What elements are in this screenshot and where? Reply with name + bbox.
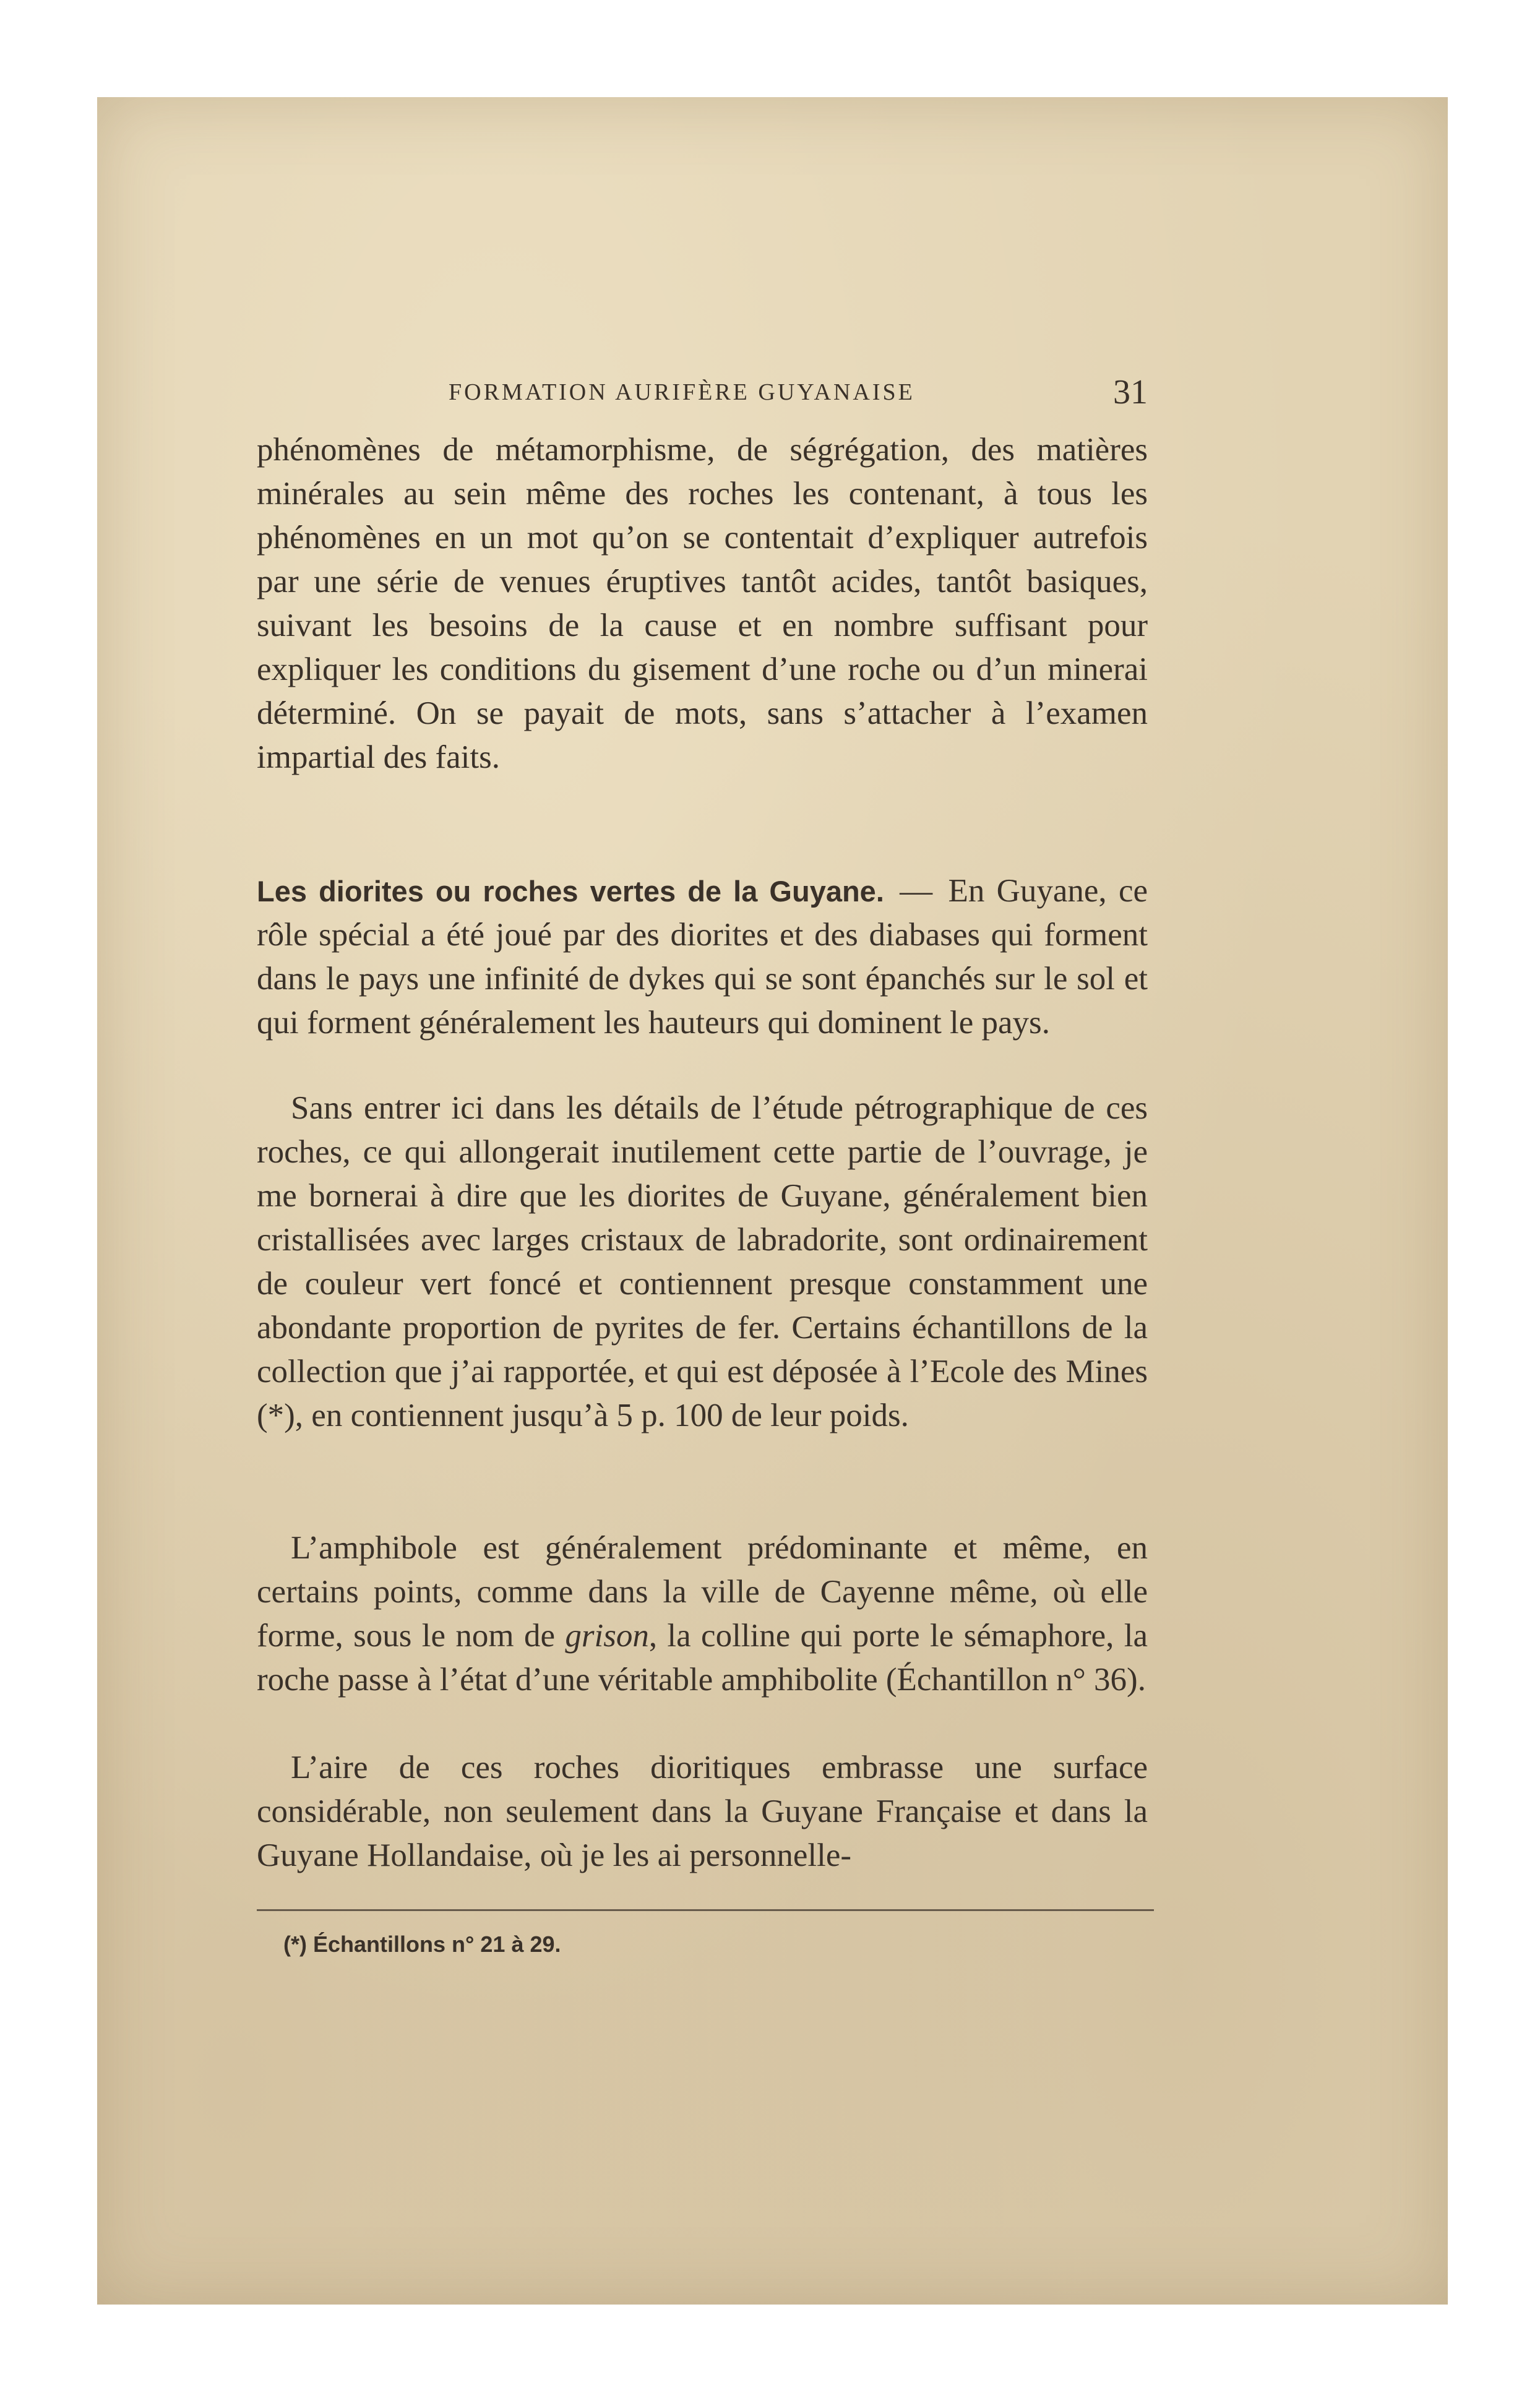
running-header (257, 372, 1148, 416)
heading-dash: — (900, 873, 933, 909)
paragraph-petrography: Sans entrer ici dans les détails de l’étude pétrographique de ces roches, ce qui allongerait inutilement cette partie de l’ouvrage, je me bornerai à dire que les diorites de Guyane, généralement bien cristallisées avec larges cristaux de labradorite, sont ordinairement de couleur vert foncé et contiennent presque constamment une abondante proportion de pyrites de fer. Certains échantillons de la collection que j’ai rapportée, et qui est déposée à l’Ecole des Mines (*), en contiennent jusqu’à 5 p. 100 de leur poids. (257, 1090, 1148, 1433)
running-title: FORMATION AURIFÈRE GUYANAISE (449, 379, 915, 405)
paragraph-diorites-text: En Guyane, ce rôle spécial a été joué par des diorites et des diabases qui forment dans le pays une infinité de dykes qui se sont épanchés sur le sol et qui forment généralement les hauteurs qui dominent le pays. (257, 873, 1148, 1041)
paragraph-amphibole (257, 1526, 1148, 1702)
footnote: (*) Échantillons n° 21 à 29. (283, 1931, 561, 1957)
page-number: 31 (1113, 373, 1148, 411)
paragraph-amphibole-end: , la colline qui porte le sémaphore, la roche passe à l’état d’une véritable amphibolite (Échantillon n° 36). (257, 1618, 1148, 1698)
paragraph-extent: L’aire de ces roches dioritiques embrasse une surface considérable, non seulement dans la Guyane Française et dans la Guyane Hollandaise, où je les ai personnelle- (257, 1750, 1148, 1873)
footnote-rule (257, 1909, 1154, 1911)
section-heading: Les diorites ou roches vertes de la Guyane. (257, 875, 884, 908)
paragraph-diorites-intro (257, 869, 1148, 1045)
italic-term-grison: grison (565, 1618, 649, 1654)
paragraph-amphibole-start: L’amphibole est généralement prédominante et même, en certains points, comme dans la ville de Cayenne même, où elle forme, sous le nom de (257, 1530, 1148, 1654)
paragraph-continuation: phénomènes de métamorphisme, de ségrégation, des matières minérales au sein même des roches les contenant, à tous les phénomènes en un mot qu’on se contentait d’expliquer autrefois par une série de venues éruptives tantôt acides, tantôt basiques, suivant les besoins de la cause et en nombre suffisant pour expliquer les conditions du gisement d’une roche ou d’un minerai déterminé. On se payait de mots, sans s’attacher à l’examen impartial des faits. (257, 432, 1148, 775)
